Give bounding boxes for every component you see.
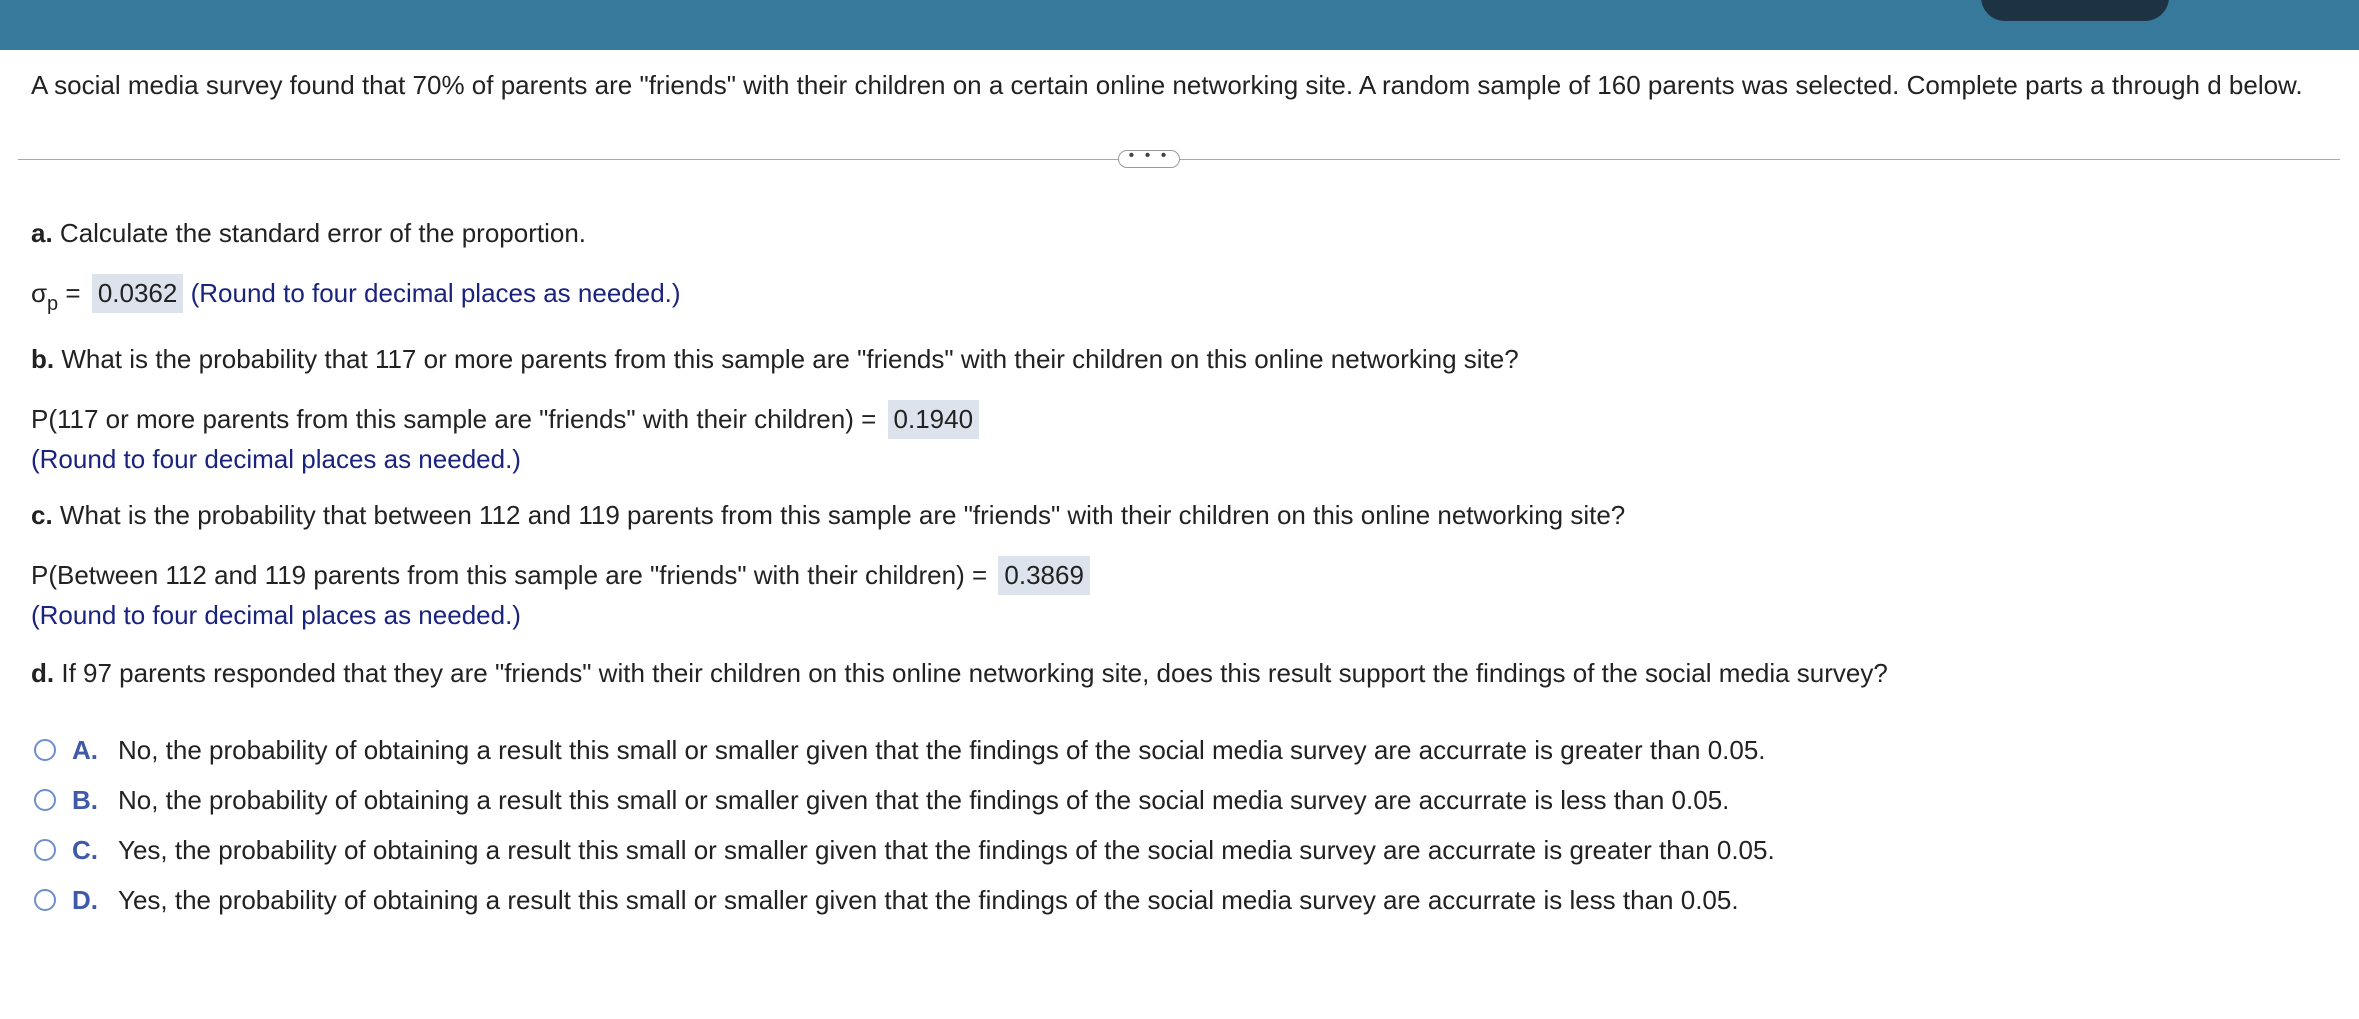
part-a-question (31, 218, 586, 249)
option-a-letter: A. (72, 734, 98, 765)
part-d-text: If 97 parents responded that they are "friends" with their children on this online networking site, does this result support the findings of the social media survey? (61, 658, 1888, 688)
part-b-hint: (Round to four decimal places as needed.) (31, 444, 521, 474)
part-a-label: a. (31, 218, 53, 248)
part-a-hint: (Round to four decimal places as needed.) (190, 278, 681, 308)
part-c-text: What is the probability that between 112 and 119 parents from this sample are "friends" with their children on this online networking site? (59, 500, 1626, 530)
expand-collapse-handle[interactable] (1118, 147, 1180, 168)
radio-b[interactable] (34, 789, 56, 811)
part-b-expression: P(117 or more parents from this sample are "friends" with their children) = (31, 404, 877, 434)
part-a-answer-field[interactable]: 0.0362 (92, 274, 184, 313)
sigma-subscript: p (47, 293, 59, 315)
option-b-text: No, the probability of obtaining a result this small or smaller given that the findings of the social media survey are accurrate is less than 0.05. (118, 784, 1730, 815)
top-bar-button[interactable] (1981, 0, 2169, 21)
option-b-letter: B. (72, 784, 98, 815)
part-d-question (31, 658, 1888, 689)
option-c[interactable] (34, 833, 1775, 867)
problem-intro: A social media survey found that 70% of parents are "friends" with their children on a certain online networking site. A random sample of 160 parents was selected. Complete parts a through d below. (31, 70, 2303, 100)
option-d[interactable] (34, 883, 1739, 917)
part-b-label: b. (31, 344, 55, 374)
part-b-text: What is the probability that 117 or more parents from this sample are "friends" with their children on this online networking site? (61, 344, 1519, 374)
part-c-question (31, 500, 1625, 531)
sigma-symbol: σ (31, 278, 48, 308)
radio-c[interactable] (34, 839, 56, 861)
option-a[interactable] (34, 733, 1766, 767)
radio-d[interactable] (34, 889, 56, 911)
part-c-answer-field[interactable]: 0.3869 (998, 556, 1090, 595)
part-b-answer-field[interactable]: 0.1940 (888, 400, 980, 439)
part-d-label: d. (31, 658, 55, 688)
part-a-text: Calculate the standard error of the proportion. (59, 218, 587, 248)
part-c-answer-row (31, 556, 1090, 595)
option-d-text: Yes, the probability of obtaining a result this small or smaller given that the findings of the social media survey are accurrate is less than 0.05. (118, 884, 1739, 915)
part-b-question (31, 344, 1519, 375)
part-a-answer-row (31, 274, 681, 313)
part-c-label: c. (31, 500, 53, 530)
part-c-expression: P(Between 112 and 119 parents from this sample are "friends" with their children) = (31, 560, 988, 590)
part-b-answer-row (31, 400, 979, 439)
option-a-text: No, the probability of obtaining a result this small or smaller given that the findings of the social media survey are accurrate is greater than 0.05. (118, 734, 1766, 765)
option-c-text: Yes, the probability of obtaining a result this small or smaller given that the findings of the social media survey are accurrate is greater than 0.05. (118, 834, 1775, 865)
option-d-letter: D. (72, 884, 98, 915)
equals-sign: = (65, 278, 81, 308)
option-c-letter: C. (72, 834, 98, 865)
more-dots-icon: • • • (1128, 147, 1170, 164)
top-bar (0, 0, 2359, 50)
radio-a[interactable] (34, 739, 56, 761)
option-b[interactable] (34, 783, 1729, 817)
part-c-hint: (Round to four decimal places as needed.) (31, 600, 521, 630)
